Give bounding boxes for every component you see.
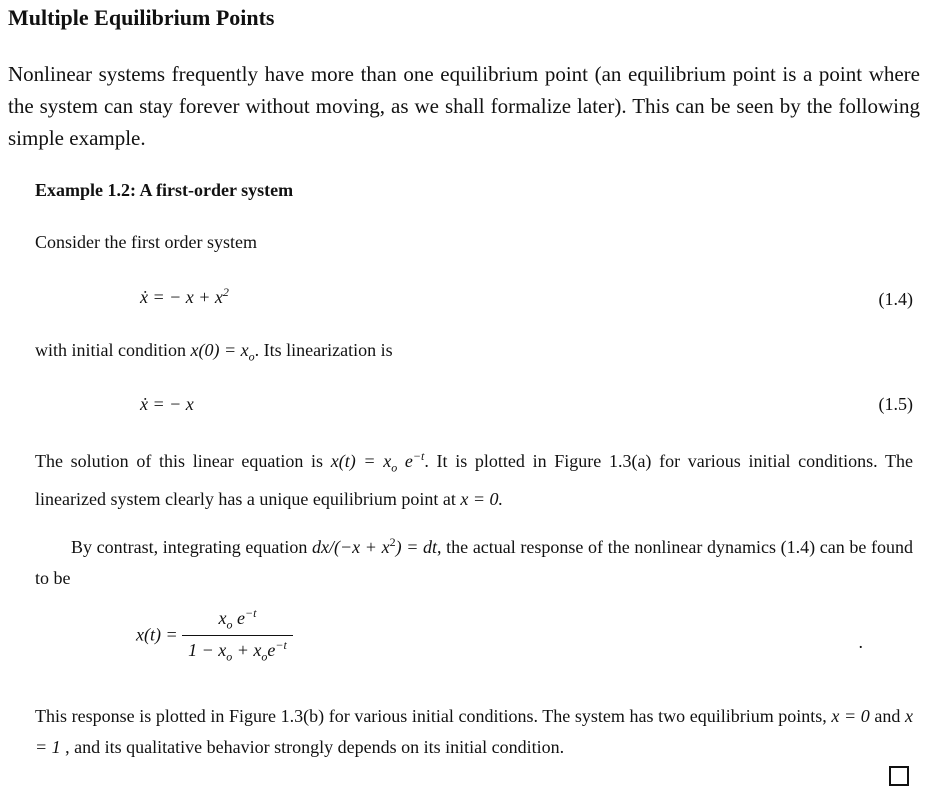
nl-dot: . <box>858 632 863 652</box>
solution-e: e <box>397 451 413 471</box>
qed-square-icon <box>889 766 909 786</box>
solution-sub: o <box>391 460 398 475</box>
response-m2: x = 1 <box>35 706 913 757</box>
response-post: , and its qualitative behavior strongly depends on its initial condition. <box>60 737 565 757</box>
response-m1: x = 0 <box>831 706 870 726</box>
equation-1-4-number: (1.4) <box>878 289 913 309</box>
solution-end: x = 0. <box>460 488 504 509</box>
nonlinear-solution-equation <box>136 606 293 664</box>
solution-paragraph <box>35 441 913 515</box>
solution-post: . It is plotted in Figure 1.3(a) for various initial conditions. The linearized system clearly has a unique equilibrium point at <box>35 451 913 509</box>
nl-fraction <box>182 606 293 664</box>
nl-numerator <box>182 606 293 636</box>
initial-condition-text <box>35 340 393 365</box>
nl-den-a: 1 − x <box>188 639 227 660</box>
nl-den-sub2: o <box>261 649 268 664</box>
nl-lhs: x(t) = <box>136 624 178 645</box>
response-paragraph <box>35 701 913 763</box>
nl-den-b: + x <box>232 639 262 660</box>
nl-den-exp: −t <box>275 637 287 652</box>
solution-pre: The solution of this linear equation is <box>35 451 331 471</box>
response-pre: This response is plotted in Figure 1.3(b) for various initial conditions. The system has two equilibrium points, <box>35 706 832 726</box>
response-and: and <box>869 706 905 726</box>
nl-den-e: e <box>267 639 276 660</box>
initial-pre: with initial condition <box>35 340 191 360</box>
nl-num-sub: o <box>226 617 233 632</box>
equation-1-5-number: (1.5) <box>878 394 913 414</box>
nl-denominator <box>182 636 293 665</box>
contrast-math2: ) = dt <box>395 537 438 557</box>
nl-num-exp: −t <box>245 606 257 620</box>
solution-exp: −t <box>412 449 425 463</box>
equation-1-4-exponent: 2 <box>222 285 229 299</box>
equation-1-5: ẋ = − x <box>140 394 194 414</box>
nl-num-e: e <box>232 608 246 628</box>
solution-math: x(t) = x <box>330 451 392 471</box>
contrast-paragraph <box>35 527 913 594</box>
intro-paragraph: Nonlinear systems frequently have more than one equilibrium point (an equilibrium point is a point where the system can stay forever without moving, as we shall formalize later). This can be seen by the following simple example. <box>8 62 920 150</box>
contrast-post: , the actual response of the nonlinear dynamics (1.4) can be found to be <box>35 537 913 588</box>
nl-num-x: x <box>218 608 227 628</box>
nl-den-sub1: o <box>226 649 233 664</box>
initial-sub: o <box>248 349 255 364</box>
contrast-math: dx/(−x + x <box>312 537 390 557</box>
consider-text: Consider the first order system <box>35 232 257 252</box>
equation-1-4 <box>140 285 229 308</box>
contrast-pre: By contrast, integrating equation <box>71 537 313 557</box>
section-title: Multiple Equilibrium Points <box>8 5 275 30</box>
example-title: Example 1.2: A first-order system <box>35 180 294 200</box>
equation-1-4-lhs: ẋ = − x + x <box>140 287 223 307</box>
initial-math: x(0) = x <box>190 340 249 360</box>
contrast-exp: 2 <box>389 535 396 549</box>
initial-post: . Its linearization is <box>254 340 393 360</box>
